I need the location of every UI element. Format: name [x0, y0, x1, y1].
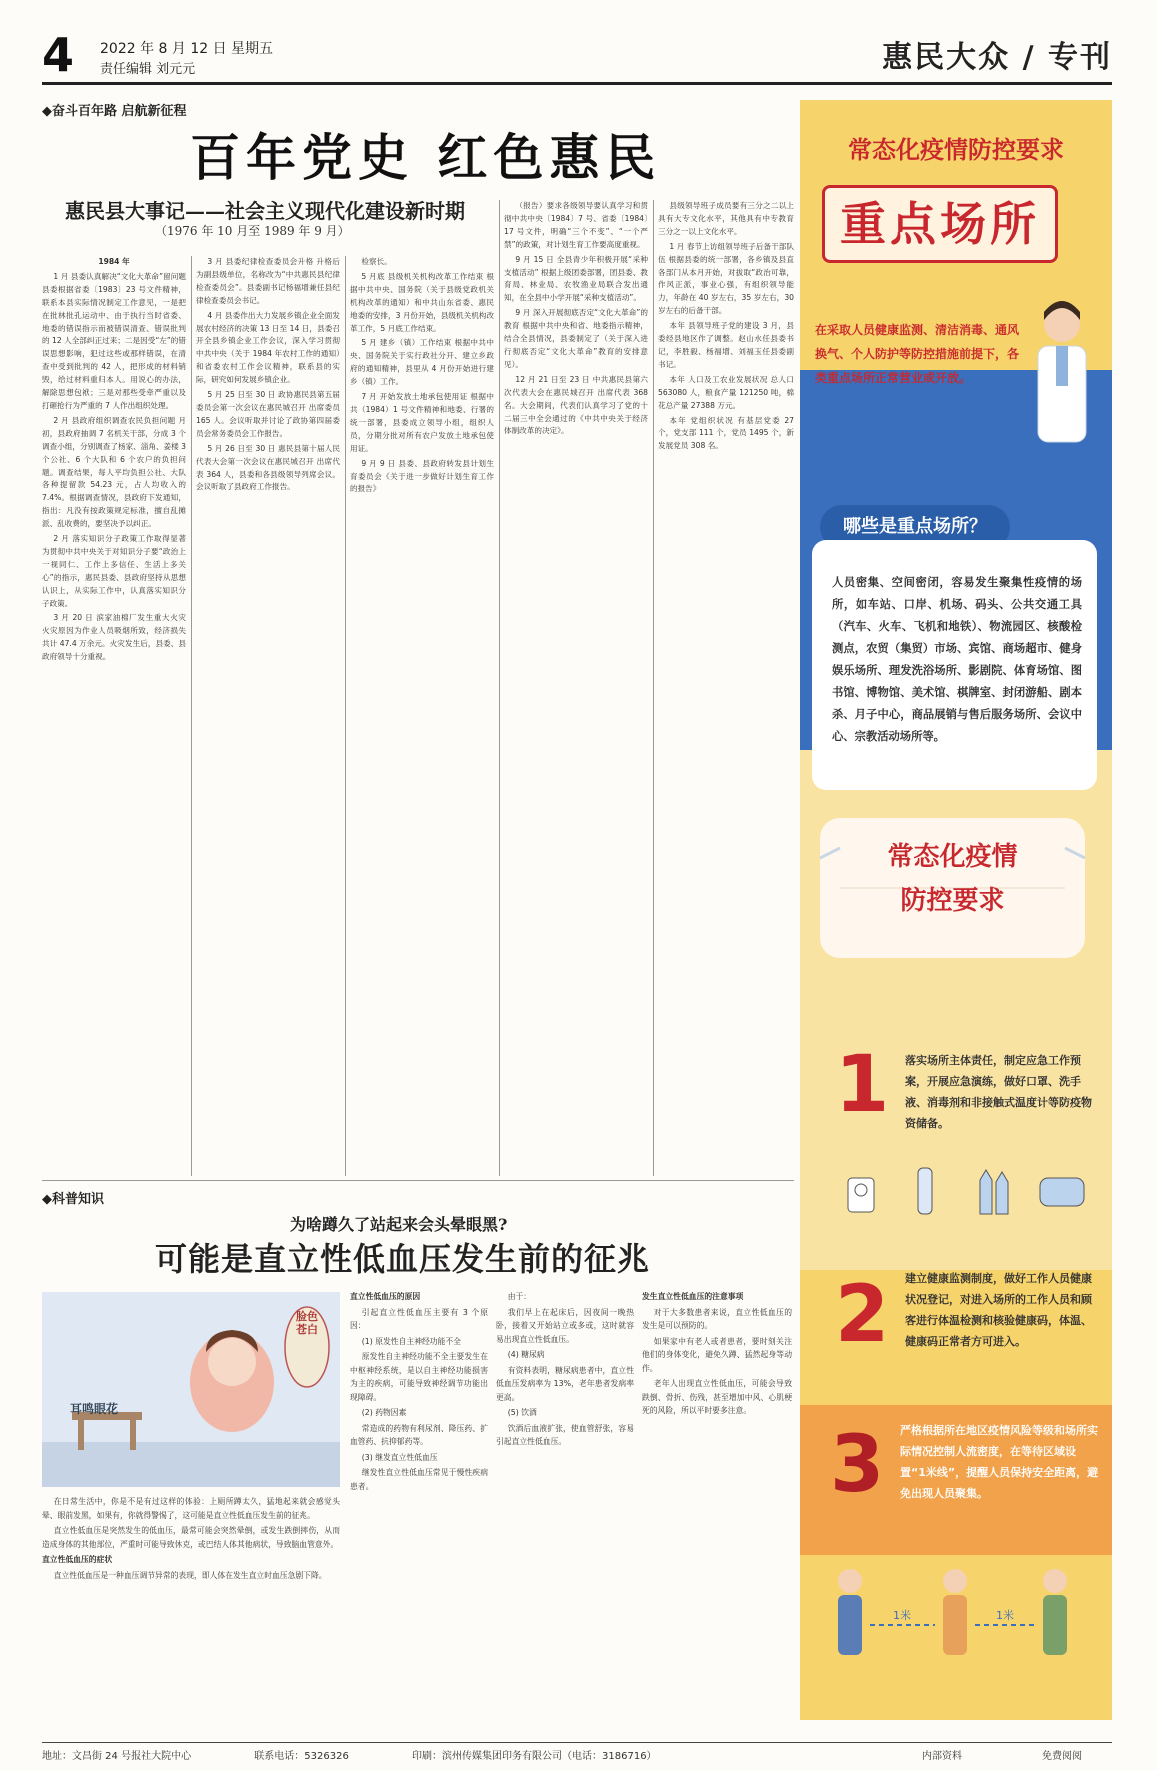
item-number: 3 [830, 1420, 885, 1510]
section-divider [42, 1180, 794, 1181]
masthead-section: 专刊 [1048, 40, 1112, 75]
paragraph: 12 月 21 日至 23 日 中共惠民县第六次代表大会在惠民城召开 出席代表 368 名。大会期间，代表们认真学习了党的十二届三中全会通过的《中共中央关于经济体制改革的决定》。 [504, 374, 648, 436]
feature-date-range: （1976 年 10 月至 1989 年 9 月） [155, 224, 350, 238]
paragraph: 直立性低血压是一种血压调节异常的表现，即人体在发生直立时血压急剧下降。 [53, 1570, 327, 1580]
footer-internal: 内部资料 [922, 1751, 962, 1762]
science-subtitle: 为啥蹲久了站起来会头晕眼黑? [290, 1215, 508, 1234]
face-pale-label: 脸色苍白 [296, 1310, 318, 1336]
column-divider [653, 200, 654, 1176]
distance-label: 1米 [996, 1609, 1014, 1622]
column-divider [191, 256, 192, 1176]
paragraph: 有资料表明，糖尿病患者中，直立性低血压发病率为 13%，老年患者发病率更高。 [496, 1365, 634, 1402]
paragraph: 直立性低血压的原因 [350, 1292, 421, 1301]
sidebar-key-places-title: 重点场所 [822, 185, 1058, 263]
paragraph: 老年人出现直立性低血压，可能会导致跌倒、骨折、伤残，甚至增加中风、心肌梗死的风险，所以平时要多注意。 [642, 1379, 792, 1415]
feature-subtitle: 惠民县大事记——社会主义现代化建设新时期 [65, 199, 465, 223]
feature-column-5 [658, 200, 794, 1196]
paragraph: 5 月 26 日至 30 日 惠民县第十届人民代表大会第一次会议在惠民城召开 出席代表 364 人，县委和各县级领导列席会议。会议听取了县政府工作报告。 [196, 443, 340, 492]
science-column-1 [42, 1495, 340, 1735]
page-header [42, 28, 1112, 82]
mask-title-line-2: 防控要求 [900, 886, 1005, 916]
paragraph: (4) 糖尿病 [507, 1350, 545, 1359]
paragraph: 9 月 9 日 县委、县政府转发县计划生育委员会《关于进一步做好计划生育工作的报告》 [350, 458, 494, 494]
page-number: 4 [42, 28, 75, 82]
feature-column-2 [196, 256, 340, 1196]
paragraph: 3 月 20 日 滨家油棉厂发生重大火灾 火灾原因为作业人员吸烟所致，经济损失共计 47.4 万余元。火灾发生后，县委、县政府领导十分重视。 [42, 613, 186, 662]
footer-phone: 联系电话：5326326 [254, 1751, 349, 1762]
paragraph: 县级领导班子成员要有三分之二以上具有大专文化水平，其他具有中专教育三分之一以上文化水平。 [658, 201, 794, 236]
issue-date: 2022 年 8 月 12 日 星期五 [100, 41, 274, 57]
paragraph: 引起直立性低血压主要有 3 个原因： [350, 1307, 488, 1330]
feature-title: 百年党史 红色惠民 [190, 128, 662, 187]
column-divider [499, 200, 500, 1176]
masthead: 惠民大众 / 专刊 [882, 40, 1112, 75]
paragraph: 3 月 县委纪律检查委员会升格 升格后为副县级单位，名称改为“中共惠民县纪律检查委员会”。县委副书记杨福增兼任县纪律检查委员会书记。 [196, 257, 340, 305]
paragraph: 7 月 开始发放土地承包使用证 根据中共（1984）1 号文件精神和地委、行署的统一部署，县委成立领导小组，组织人员，分期分批对所有农户发放土地承包使用证。 [350, 392, 494, 453]
paragraph: (3) 继发直立性低血压 [361, 1452, 438, 1462]
paragraph: 饮酒后血液扩张，使血管舒张，容易引起直立性低血压。 [496, 1423, 634, 1446]
item-number: 1 [835, 1040, 890, 1130]
paragraph: 5 月底 县级机关机构改革工作结束 根据中共中央、国务院（关于县级党政机关机构改革的通知）和中共山东省委、惠民地委的安排，3 月份开始，县级机关机构改革工作，5 月底工作结束。 [350, 271, 494, 333]
footer-free: 免费阅阅 [1042, 1751, 1082, 1762]
science-column-2 [350, 1290, 488, 1735]
paragraph: 在日常生活中，你是不是有过这样的体验：上厕所蹲太久，猛地起来就会感觉头晕、眼前发黑，如果有，你就得警惕了，这可能是直立性低血压发生前的征兆。 [42, 1497, 340, 1520]
science-title: 可能是直立性低血压发生前的征兆 [155, 1240, 651, 1278]
paragraph: 发生直立性低血压的注意事项 [642, 1292, 744, 1301]
paragraph: 我们早上在起床后，因夜间一晚热卧，接着又开始站立或多或，这时就容易出现直立性低血压。 [496, 1307, 634, 1344]
paragraph: 4 月 县委作出大力发展乡镇企业全面发展农村经济的决策 13 日至 14 日，县委召开全县乡镇企业工作会议，深入学习贯彻中共中央（关于 1984 年农村工作的通知）和省委农村工作会议精神，联系县的实际，研究如何发展乡镇企业。 [196, 310, 340, 385]
paragraph: 检察长。 [361, 257, 392, 266]
paragraph: 对于大多数患者来说，直立性低血压的发生是可以预防的。 [642, 1307, 792, 1330]
dizzy-illustration [42, 1292, 340, 1487]
mask-title-line-1: 常态化疫情 [887, 842, 1018, 872]
paragraph: 直立性低血压是突然发生的低血压，最常可能会突然晕倒，或发生跌倒摔伤，从而造成身体的其他部位，严重时可能导致休克，或巴结人体其他病状，导致脑血管意外。 [42, 1526, 340, 1549]
footer-address: 地址：文昌街 24 号报社大院中心 [42, 1751, 192, 1762]
paragraph: (1) 原发性自主神经功能不全 [361, 1336, 461, 1346]
paragraph: 1 月 春节上访组领导班子后备干部队伍 根据县委的统一部署，各乡镇及县直各部门从本月开始，对拔取“政治可靠，作风正派，事业心强，有组织领导能力，年龄在 40 岁左右，35 岁左右，30 岁左右的后备干部。 [658, 241, 794, 316]
page-footer [42, 1742, 1112, 1762]
paragraph: 5 月 25 日至 30 日 政协惠民县第五届委员会第一次会议在惠民城召开 出席委员 165 人。会议听取并讨论了政协第四届委员会常务委员会工作报告。 [196, 390, 340, 438]
social-distance-people-icon [810, 1555, 1105, 1685]
feature-tag: ◆奋斗百年路 启航新征程 [42, 104, 187, 119]
feature-column-3 [350, 256, 494, 1196]
paragraph: 2 月 落实知识分子政策工作取得显著 为贯彻中共中央关于对知识分子要“政治上一视同仁、工作上多信任、生活上多关心”的指示，惠民县委、县政府坚持从思想认识上，从实际工作中，认真落实知识分子政策。 [42, 534, 186, 608]
footer-printer: 印刷：滨州传媒集团印务有限公司（电话：3186716） [412, 1751, 657, 1762]
item-text: 建立健康监测制度，做好工作人员健康状况登记，对进入场所的工作人员和顾客进行体温检测和核验健康码，体温、健康码正常者方可进入。 [905, 1272, 1092, 1348]
paragraph: （报告）要求各级领导要认真学习和贯彻中共中央〔1984〕7 号、省委〔1984〕17 号文件，明确“三个不变”、“一个严禁”的政策，对计划生育工作要高度重视。 [504, 201, 648, 249]
paragraph: 2 月 县政府组织调查农民负担问题 月初，县政府抽调 7 名机关干部，分成 3 个调查小组，分别调查了杨家、淄角、姜楼 3 个公社、6 个大队和 6 个农户的负担问题。调查结果，每人平均负担公社、大队各种提留款 54.23 元，占人均收入的 7.4%。根据调查情况，县政府下发通知，指出：凡没有按政策规定标准，擅自乱摊派、乱收费的，要坚决予以纠正。 [42, 415, 186, 529]
paragraph: 本年 党组织状况 有基层党委 27 个，党支部 111 个，党员 1495 个，新发展党员 308 名。 [658, 415, 794, 451]
tinnitus-label: 耳鸣眼花 [70, 1402, 119, 1416]
paragraph: 继发性直立性低血压常见于慢性疾病患者。 [350, 1468, 488, 1491]
item-text: 落实场所主体责任，制定应急工作预案，开展应急演练，做好口罩、洗手液、消毒剂和非接触式温度计等防疫物资储备。 [905, 1054, 1092, 1130]
paragraph: 原发性自主神经功能不全主要发生在中枢神经系统，是以自主神经功能损害为主的疾病，可能导致神经调节功能出现障碍。 [350, 1352, 488, 1402]
header-rule [42, 82, 1112, 85]
masthead-name: 惠民大众 [882, 40, 1011, 75]
editor-credit: 责任编辑 刘元元 [100, 62, 196, 77]
science-tag: ◆科普知识 [42, 1192, 104, 1207]
item-text: 严格根据所在地区疫情风险等级和场所实际情况控制人流密度，在等待区域设置“1米线”，提醒人员保持安全距离，避免出现人员聚集。 [900, 1424, 1099, 1500]
paragraph: 本年 县领导班子党的建设 3 月，县委经县地区作了调整。赵山水任县委书记，李胜毅、杨福增、刘福玉任县委副书记。 [658, 321, 794, 369]
column-divider [345, 256, 346, 1176]
paragraph: 1984 年 [98, 257, 130, 266]
paragraph: 常造成的药物有利尿剂、降压药、扩血管药、抗抑郁药等。 [350, 1423, 488, 1446]
paragraph: 1 月 县委认真解决“文化大革命”留问题 县委根据省委〔1983〕23 号文件精神，联系本县实际情况制定工作意见，一是把在批林批孔运动中、由于执行当时省委、地委的错误指示而被错误清查、错误批判的 12 人全部纠正过来；二是因受“左”的错误思想影响，犯过这些或那样错误，在清查中受到批判的 42 人，把形成的材料销毁，给过材料重归本人。用说心的办法，解除思想包袱；三是对那些受牵严重以及打砸抢行为严重的 7 人作出组织处理。 [42, 271, 186, 410]
paragraph: 9 月 深入开展彻底否定“文化大革命”的教育 根据中共中央和省、地委指示精神，结合全县情况，县委制定了（关于深入进行彻底否定“文化大革命”教育的安排意见）。 [504, 308, 648, 369]
feature-column-4 [504, 200, 648, 1196]
doctor-illustration-icon [1020, 290, 1100, 450]
feature-column-1 [42, 256, 186, 1196]
sidebar-title: 常态化疫情防控要求 [848, 136, 1064, 164]
distance-label: 1米 [893, 1609, 911, 1622]
paragraph: 由于： [507, 1292, 532, 1301]
paragraph: (2) 药物因素 [361, 1408, 407, 1417]
science-column-3 [496, 1290, 634, 1735]
sidebar-intro: 在采取人员健康监测、清洁消毒、通风换气、个人防护等防控措施前提下，各类重点场所正常营业或开放。 [815, 323, 1020, 385]
mask-title [820, 835, 1085, 923]
paragraph: (5) 饮酒 [507, 1408, 537, 1417]
sidebar-question-banner: 哪些是重点场所？ [820, 505, 1010, 549]
paragraph: 本年 人口及工农业发展状况 总人口 563080 人，粮食产量 121250 吨，棉花总产量 27388 万元。 [658, 374, 794, 410]
key-places-list: 人员密集、空间密闭，容易发生聚集性疫情的场所，如车站、口岸、机场、码头、公共交通工具（汽车、火车、飞机和地铁）、物流园区、核酸检测点，农贸（集贸）市场、宾馆、商场超市、健身娱乐场所、理发洗浴场所、影剧院、体育场馆、图书馆、博物馆、美术馆、棋牌室、封闭游船、剧本杀、月子中心，商品展销与售后服务场所、会议中心、宗教活动场所等。 [832, 576, 1082, 743]
paragraph: 9 月 15 日 全县青少年积极开展“采种支植活动” 根据上级团委部署，团县委、教育局、林业局、农牧渔业局联合发出通知，在全县中小学开展“采种支植活动”。 [504, 254, 648, 303]
science-column-4 [642, 1290, 792, 1735]
item-number: 2 [835, 1270, 890, 1360]
protective-supplies-icon [840, 1160, 1090, 1220]
paragraph: 直立性低血压的症状 [42, 1555, 113, 1564]
paragraph: 5 月 建乡（镇）工作结束 根据中共中央、国务院关于实行政社分开、建立乡政府的通知精神，县里从 4 月份开始进行建乡（镇）工作。 [350, 338, 494, 387]
paragraph: 如果家中有老人或者患者，要时刻关注他们的身体变化，避免久蹲、猛然起身等动作。 [642, 1336, 792, 1373]
